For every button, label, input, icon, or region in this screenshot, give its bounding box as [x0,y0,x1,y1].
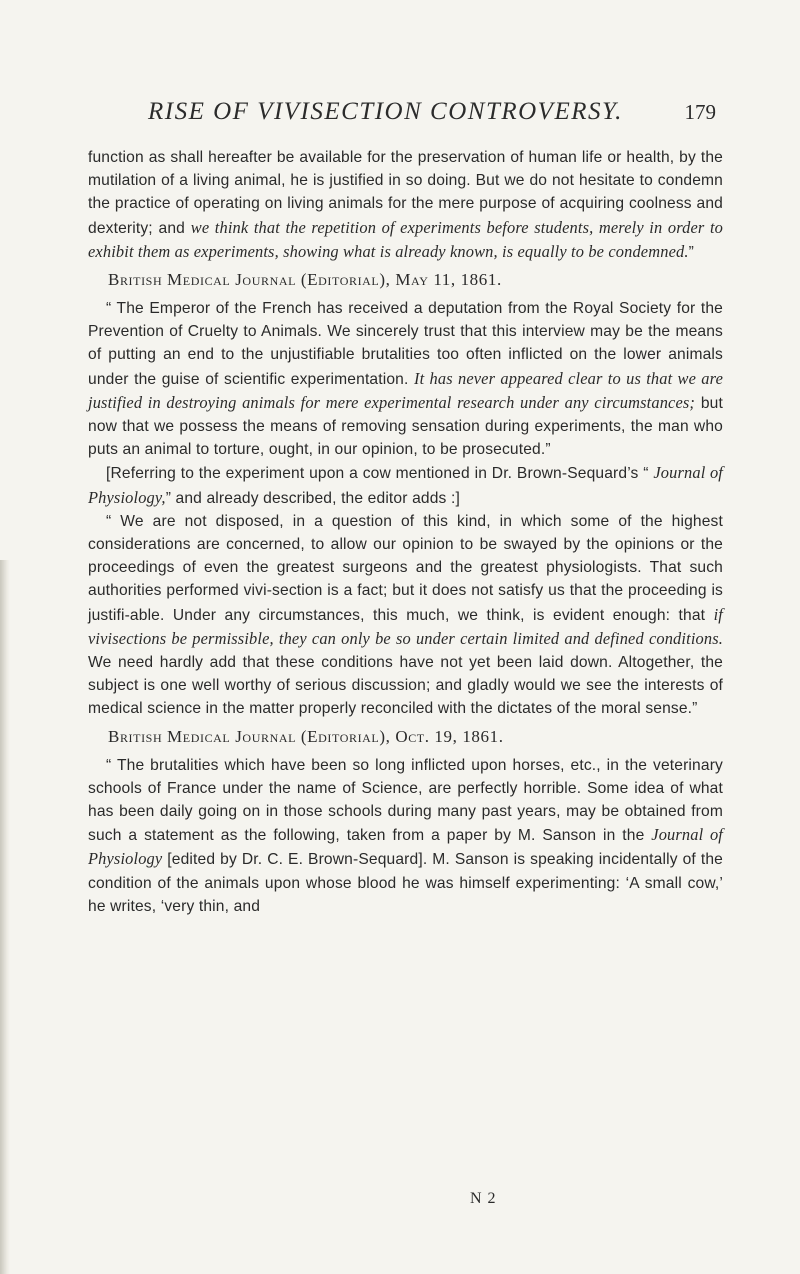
text-run: but now that we possess the means of removing sensation during experiments, the man who puts an animal to torture, ought, in our opinion, to be prosecuted.” [88,394,723,459]
text-run: “ We are not disposed, in a question of this kind, in which some of the highest considerations are concerned, to allow our opinion to be swayed by the opinions or the proceedings of even the greatest surgeons and the greatest physiologists. That such authorities performed vivi-section is a fact; but it does not satisfy us that the proceeding is justifi-able. Under any circumstances, this much, we think, is evident enough: that [88,512,723,624]
text-run: [edited by Dr. C. E. Brown-Sequard]. M. Sanson is speaking incidentally of the condition of the animals upon whose blood he was himself experimenting: ‘A small cow,’ he writes, ‘very thin, and [88,851,723,915]
body-text [88,146,723,918]
paragraph-3 [88,461,723,509]
citation-2: British Medical Journal (Editorial), Oct. 19, 1861. [108,726,504,746]
text-run: function as shall hereafter be available for the preservation of human life or health, by the mutilation of a living animal, he is justified in so doing. But we do not hesitate to condemn the practice of operating on living animals for the mere purpose of acquiring coolness and dexterity; and [88,149,723,237]
paragraph-1 [88,146,723,264]
signature-mark: N 2 [470,1190,497,1207]
page-number: 179 [684,100,716,124]
italic-text-run: Journal of Physiology, [88,463,723,507]
page-header [148,98,716,138]
citation-1: British Medical Journal (Editorial), May 11, 1861. [108,270,502,290]
text-run: “ The Emperor of the French has received a deputation from the Royal Society for the Prevention of Cruelty to Animals. We sincerely trust that this interview may be the means of putting an end to the unjustifiable brutalities too often inflicted on the lower animals under the guise of scientific experimentation. [88,300,723,388]
paragraph-4 [88,510,723,721]
italic-text-run: It has never appeared clear to us that we are justified in destroying animals for mere experimental research under any circumstances; [88,368,724,412]
page-binding-shadow [0,560,10,1274]
italic-text-run: we think that the repetition of experiments before students, merely in order to exhibit them as experiments, showing what is already known, is equally to be condemned. [88,217,723,261]
text-run: ” and already described, the editor adds :] [165,489,460,507]
italic-text-run: Journal of Physiology [88,825,723,869]
running-title: RISE OF VIVISECTION CONTROVERSY. [148,98,623,125]
paragraph-5 [88,754,723,918]
text-run: We need hardly add that these conditions have not yet been laid down. Altogether, the subject is one well worthy of serious discussion; and gladly would we see the interests of medical science in the matter properly reconciled with the dictates of the moral sense.” [88,654,723,718]
text-run: “ The brutalities which have been so long inflicted upon horses, etc., in the veterinary schools of France under the name of Science, are perfectly horrible. Some idea of what has been daily going on in those schools during many past years, may be obtained from such a statement as the following, taken from a paper by M. Sanson in the [88,756,723,845]
paragraph-2 [88,297,723,461]
text-run: ” [688,243,694,261]
italic-text-run: if vivisections be permissible, they can only be so under certain limited and defined conditions. [88,604,723,648]
text-run: [Referring to the experiment upon a cow mentioned in Dr. Brown-Sequard’s “ [106,465,654,483]
